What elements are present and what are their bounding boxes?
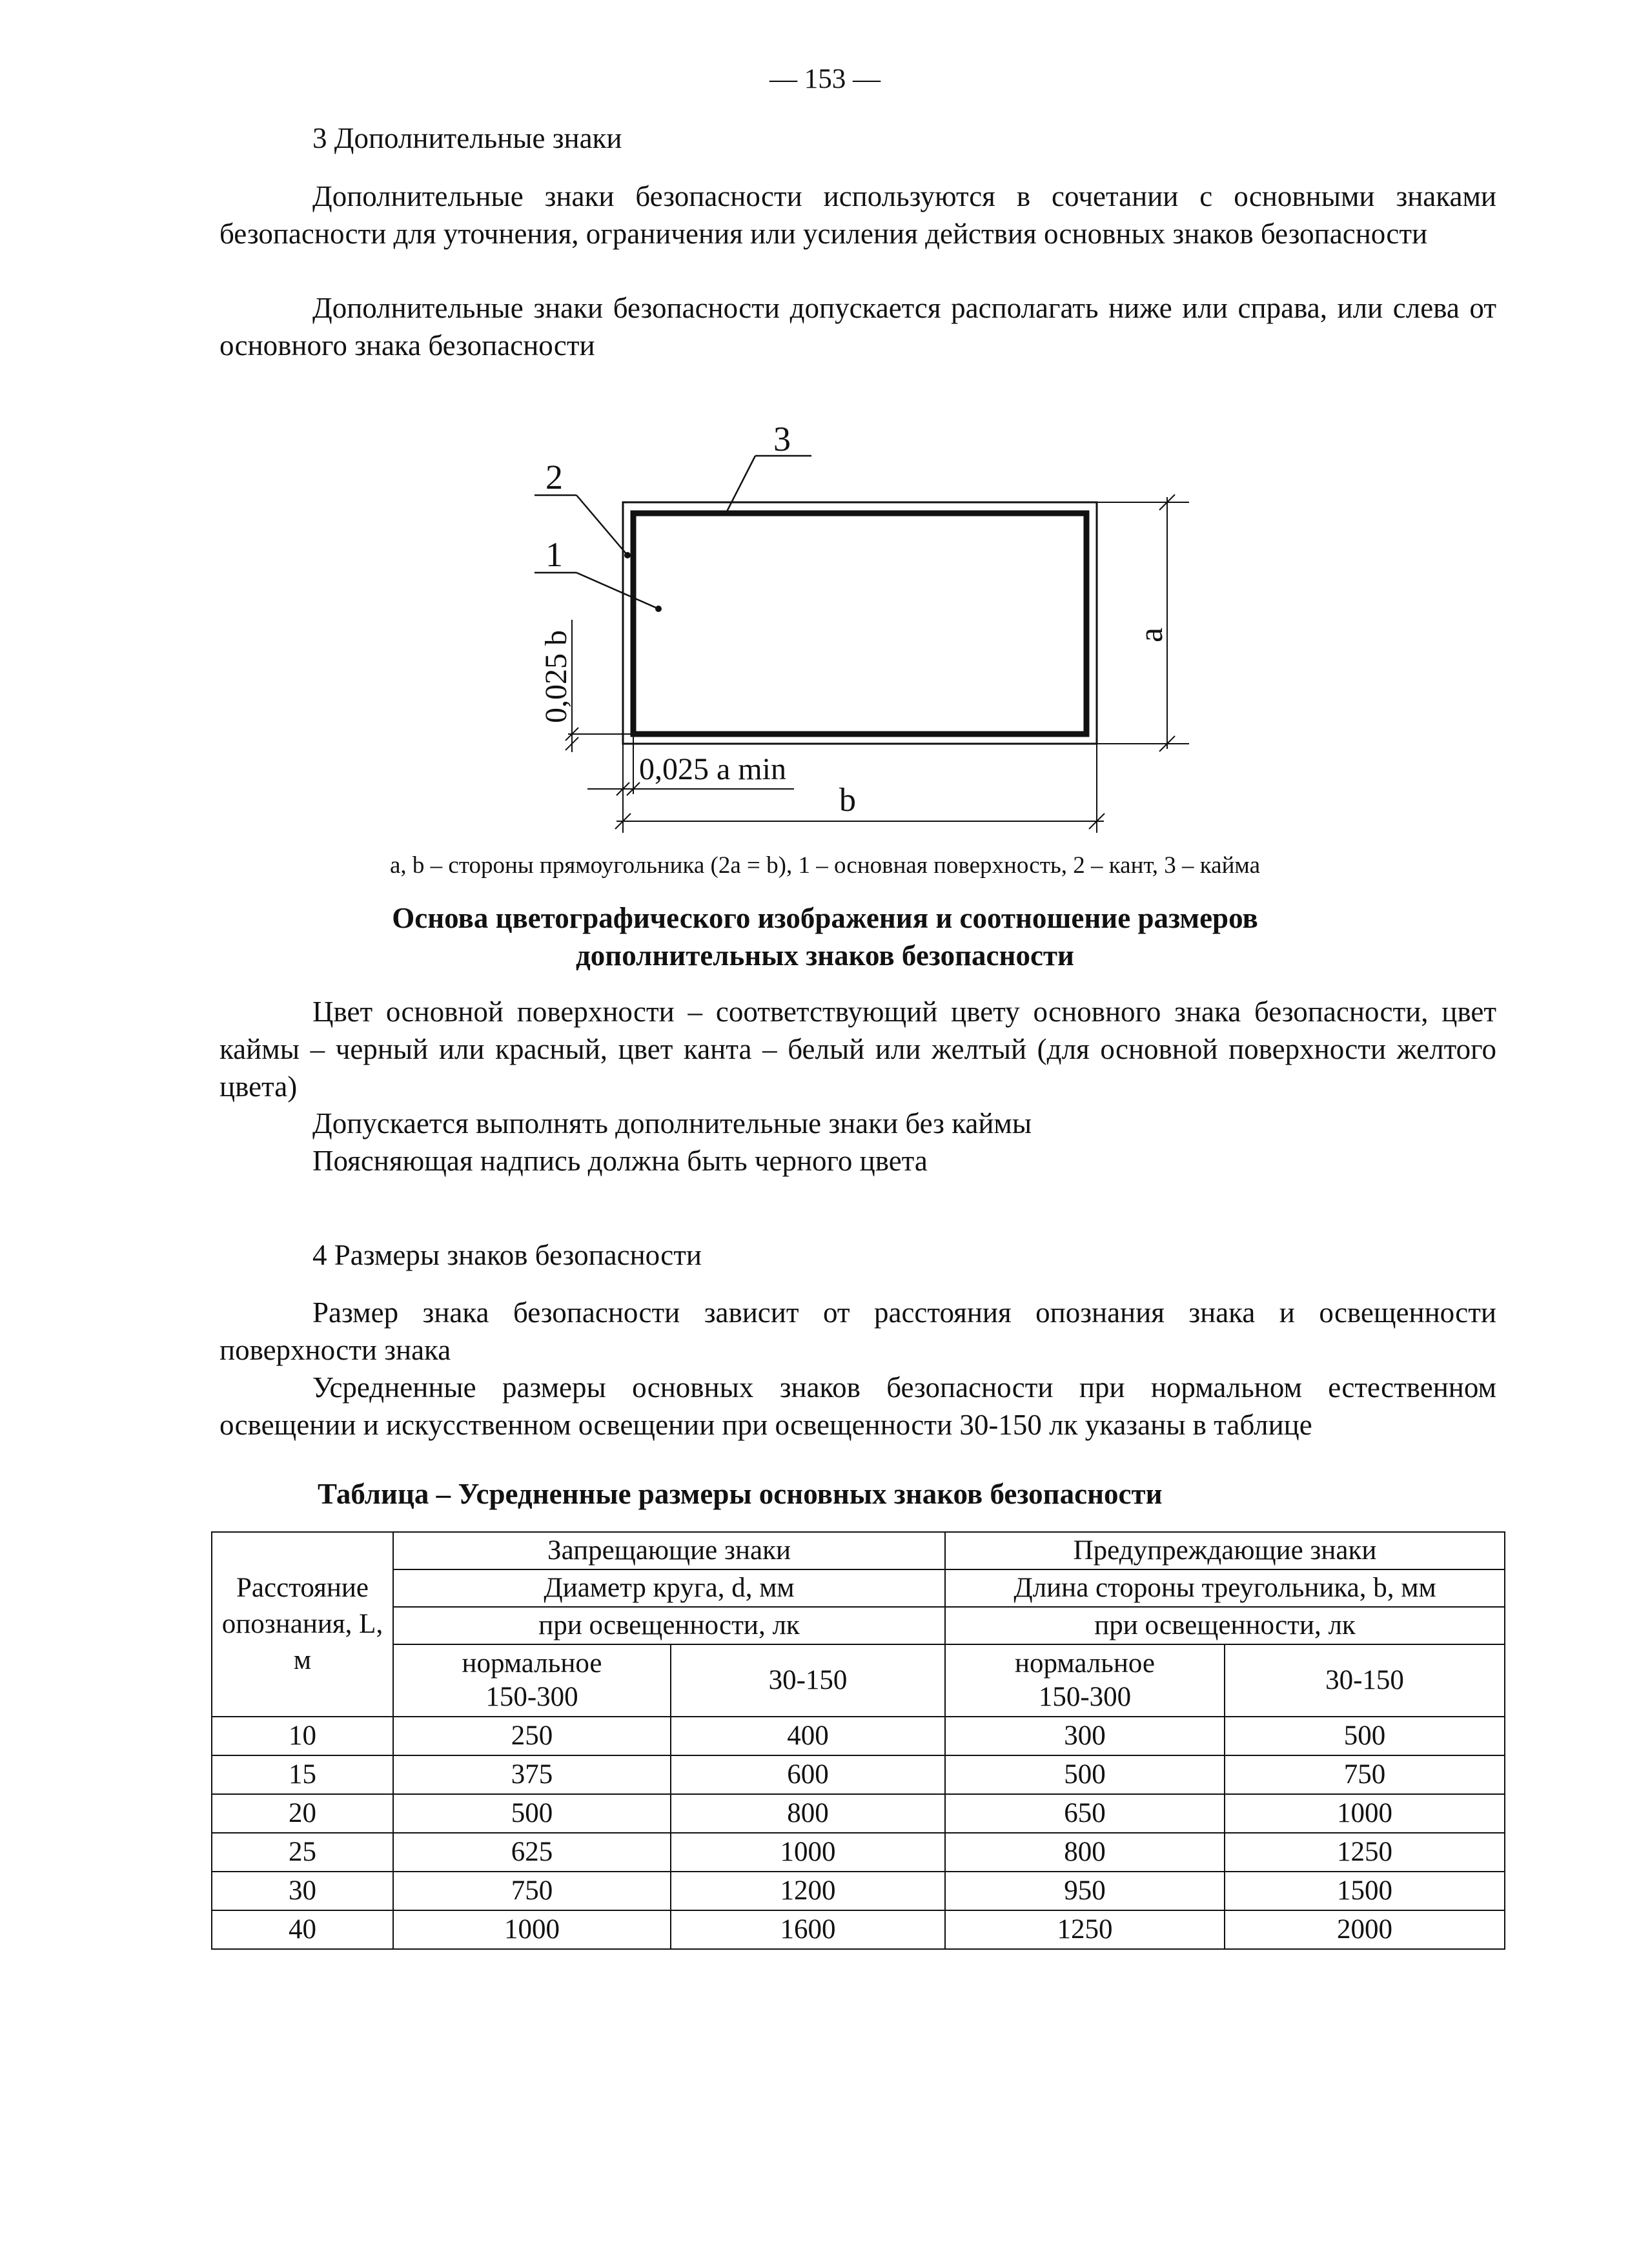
table-cell: 1000 [1225, 1794, 1505, 1833]
leader-2 [576, 495, 627, 555]
table-cell: 1600 [671, 1910, 945, 1949]
table-cell: 1200 [671, 1872, 945, 1910]
table-cell: 400 [671, 1717, 945, 1755]
leader-3 [725, 456, 755, 515]
page-number: — 153 — [769, 64, 881, 94]
color-section-paragraph-2: Допускается выполнять дополнительные знаки без каймы [312, 1107, 1032, 1139]
table-cell: 625 [393, 1833, 671, 1872]
table-cell: 800 [671, 1794, 945, 1833]
table-title: Таблица – Усредненные размеры основных знаков безопасности [318, 1478, 1163, 1510]
label-0025b: 0,025 b [539, 630, 573, 723]
table-cell: 750 [393, 1872, 671, 1910]
label-1: 1 [545, 535, 563, 574]
table-cell: 25 [212, 1833, 393, 1872]
label-b: b [839, 782, 856, 819]
label-2: 2 [545, 458, 563, 496]
section-4-paragraph-1: Размер знака безопасности зависит от расстояния опознания знака и освещенности поверхности знака [219, 1296, 1496, 1366]
color-section-title-line-1: Основа цветографического изображения и соотношение размеров [392, 902, 1258, 934]
table-cell: 500 [945, 1755, 1225, 1794]
table-cell: 650 [945, 1794, 1225, 1833]
section-3-paragraph-1: Дополнительные знаки безопасности используются в сочетании с основными знаками безопасности для уточнения, ограничения или усиления действия основных знаков безопасности [219, 180, 1496, 250]
table-row [212, 1755, 1505, 1794]
header-warning-group: Предупреждающие знаки [945, 1532, 1505, 1569]
label-0025a: 0,025 a min [639, 752, 786, 786]
label-a: a [1133, 627, 1170, 642]
outer-border [623, 502, 1097, 744]
table-cell: 1000 [393, 1910, 671, 1949]
section-4-paragraph-2: Усредненные размеры основных знаков безопасности при нормальном естественном освещении и искусственном освещении при освещенности 30-150 лк указаны в таблице [219, 1371, 1496, 1441]
inner-border [633, 513, 1086, 734]
color-section-paragraph-1: Цвет основной поверхности – соответствующий цвету основного знака безопасности, цвет каймы – черный или красный, цвет канта – белый или желтый (для основной поверхности желтого цвета) [219, 996, 1496, 1103]
leader-2-dot [624, 552, 631, 558]
header-prohibit-group: Запрещающие знаки [393, 1532, 945, 1569]
table-cell: 250 [393, 1717, 671, 1755]
table-row [212, 1794, 1505, 1833]
header-warning-low: 30-150 [1225, 1644, 1505, 1717]
table-cell: 1500 [1225, 1872, 1505, 1910]
table-cell: 1250 [945, 1910, 1225, 1949]
table-cell: 10 [212, 1717, 393, 1755]
header-warning-side: Длина стороны треугольника, b, мм [945, 1569, 1505, 1607]
label-3: 3 [773, 420, 791, 458]
header-warning-normal: нормальное 150-300 [945, 1644, 1225, 1717]
sign-diagram [0, 0, 1650, 904]
table-cell: 800 [945, 1833, 1225, 1872]
table-cell: 750 [1225, 1755, 1505, 1794]
table-row [212, 1910, 1505, 1949]
table-cell: 1000 [671, 1833, 945, 1872]
table-cell: 500 [393, 1794, 671, 1833]
color-section-title-line-2: дополнительных знаков безопасности [576, 939, 1074, 972]
table-row [212, 1872, 1505, 1910]
table-cell: 600 [671, 1755, 945, 1794]
header-prohibit-illumination: при освещенности, лк [393, 1607, 945, 1644]
table-cell: 40 [212, 1910, 393, 1949]
header-prohibit-diameter: Диаметр круга, d, мм [393, 1569, 945, 1607]
header-distance: Расстояние опознания, L, м [212, 1532, 393, 1717]
header-prohibit-normal: нормальное 150-300 [393, 1644, 671, 1717]
section-3-heading: 3 Дополнительные знаки [312, 122, 622, 154]
diagram-caption: a, b – стороны прямоугольника (2a = b), 1 – основная поверхность, 2 – кант, 3 – кайма [389, 852, 1260, 879]
color-section-paragraph-3: Поясняющая надпись должна быть черного цвета [312, 1145, 928, 1177]
leader-1 [576, 573, 658, 609]
section-4-heading: 4 Размеры знаков безопасности [312, 1239, 702, 1271]
table-row [212, 1833, 1505, 1872]
table-cell: 300 [945, 1717, 1225, 1755]
header-warning-illumination: при освещенности, лк [945, 1607, 1505, 1644]
table-cell: 375 [393, 1755, 671, 1794]
table-cell: 20 [212, 1794, 393, 1833]
table-row [212, 1717, 1505, 1755]
table-cell: 1250 [1225, 1833, 1505, 1872]
table-cell: 500 [1225, 1717, 1505, 1755]
table-cell: 950 [945, 1872, 1225, 1910]
table-cell: 15 [212, 1755, 393, 1794]
section-3-paragraph-2: Дополнительные знаки безопасности допускается располагать ниже или справа, или слева от основного знака безопасности [219, 292, 1496, 362]
table-cell: 30 [212, 1872, 393, 1910]
sizes-table [211, 1531, 1505, 1950]
header-prohibit-low: 30-150 [671, 1644, 945, 1717]
leader-1-dot [655, 606, 662, 612]
table-cell: 2000 [1225, 1910, 1505, 1949]
